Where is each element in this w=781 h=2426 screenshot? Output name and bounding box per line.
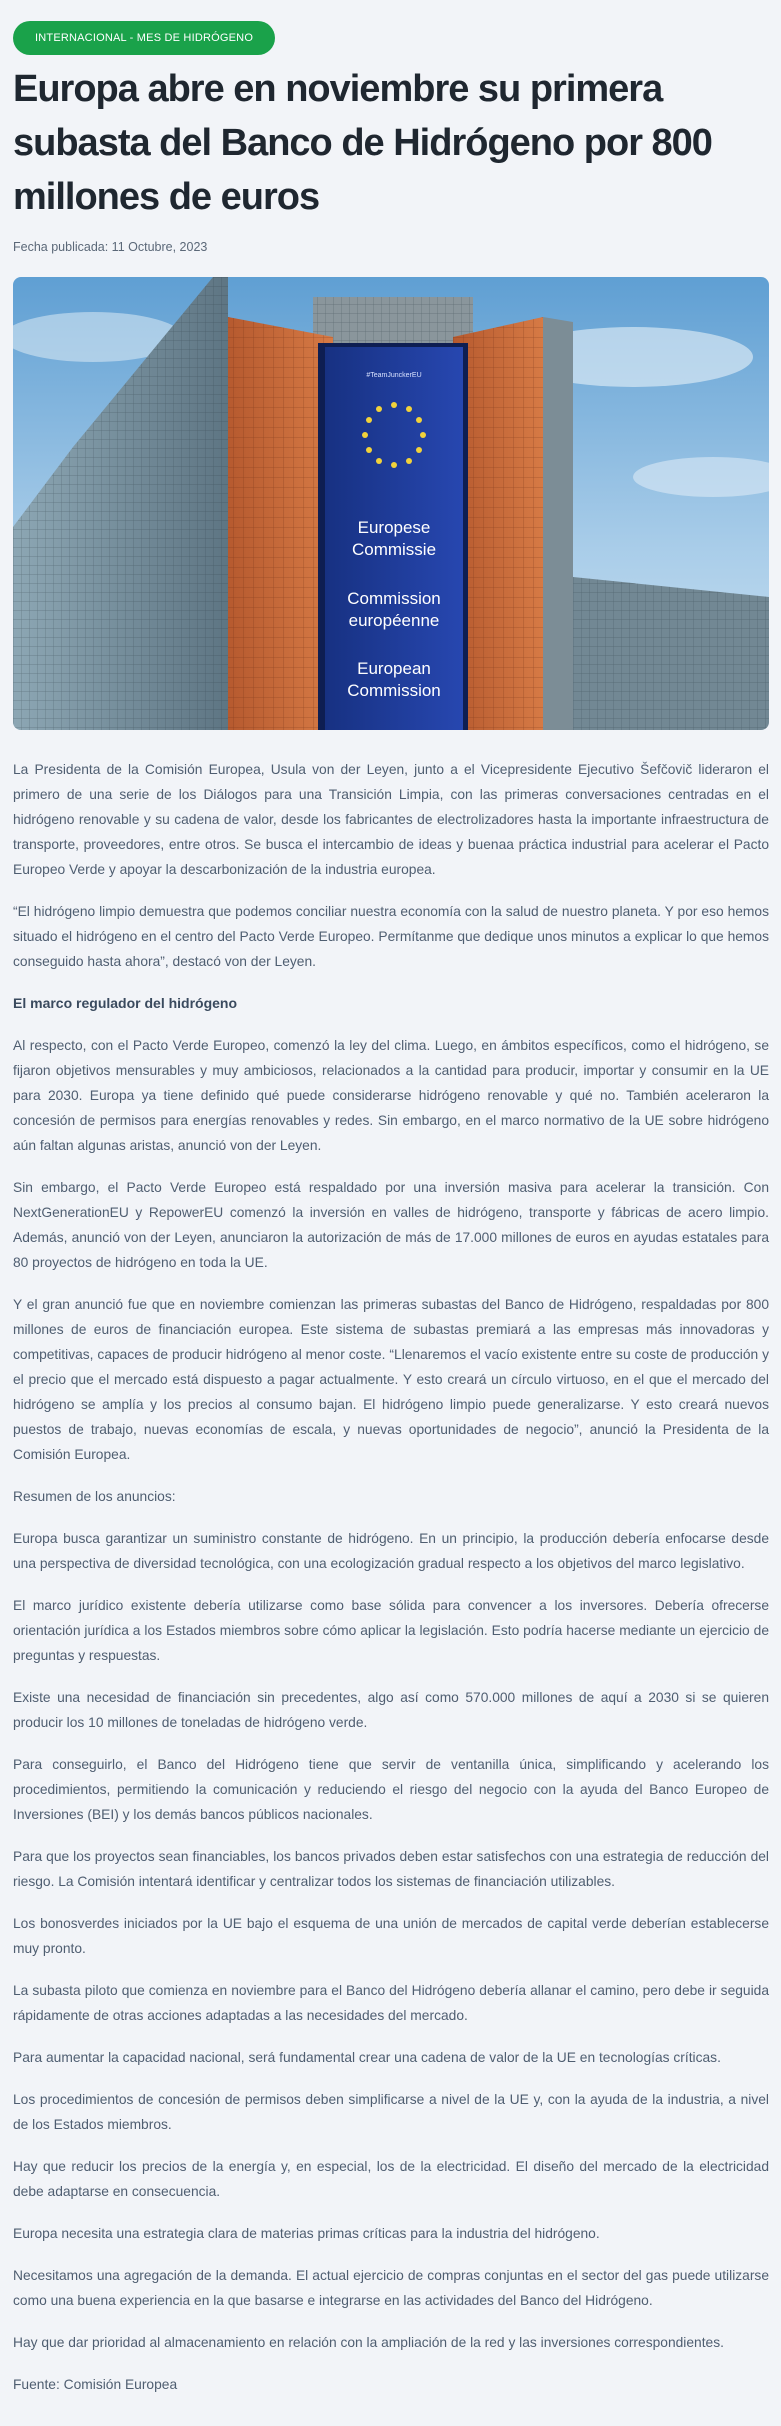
banner-hashtag: #TeamJunckerEU: [366, 372, 422, 379]
category-badge[interactable]: INTERNACIONAL - MES DE HIDRÓGENO: [13, 21, 275, 55]
paragraph: La Presidenta de la Comisión Europea, Usula von der Leyen, junto a el Vicepresidente Ejecutivo Šefčovič lideraron el primero de una serie de los Diálogos para una Transición Limpia, con las primeras conversaciones centradas en el hidrógeno renovable y su cadena de valor, desde los fabricantes de electrolizadores hasta la importante infraestructura de transporte, proveedores, entre otros. Se busca el intercambio de ideas y buenaa práctica industrial para acelerar el Pacto Europeo Verde y apoyar la descarbonización de la industria europea.: [13, 762, 769, 877]
hero-image: [13, 277, 769, 730]
paragraph: Y el gran anunció fue que en noviembre comienzan las primeras subastas del Banco de Hidrógeno, respaldadas por 800 millones de euros de financiación europea. Este sistema de subastas premiará a las empresas más innovadoras y competitivas, capaces de producir hidrógeno al menor coste. “Llenaremos el vacío existente entre su coste de producción y el precio que el mercado está dispuesto a pagar actualmente. Y esto creará un círculo virtuoso, en el que el mercado del hidrógeno se amplía y los precios al consumo bajan. El hidrógeno limpio puede generalizarse. Y esto creará nuevos puestos de trabajo, nuevas economías de escala, y nuevas oportunidades de negocio”, anunció la Presidenta de la Comisión Europea.: [13, 1297, 769, 1462]
banner-line-1: Europese: [357, 518, 431, 537]
paragraph: Hay que reducir los precios de la energía y, en especial, los de la electricidad. El diseño del mercado de la electricidad debe adaptarse en consecuencia.: [13, 2159, 769, 2199]
paragraph: Hay que dar prioridad al almacenamiento en relación con la ampliación de la red y las inversiones correspondientes.: [13, 2335, 724, 2350]
banner-line-3: Commission: [347, 589, 441, 608]
banner-line-6: Commission: [347, 681, 441, 700]
banner-line-2: Commissie: [351, 540, 437, 559]
paragraph: Para aumentar la capacidad nacional, será fundamental crear una cadena de valor de la UE en tecnologías críticas.: [13, 2050, 721, 2065]
paragraph: Europa necesita una estrategia clara de materias primas críticas para la industria del hidrógeno.: [13, 2226, 600, 2241]
publish-date: Fecha publicada: 11 Octubre, 2023: [13, 240, 208, 254]
source-line: Fuente: Comisión Europea: [13, 2377, 178, 2392]
paragraph: Existe una necesidad de financiación sin precedentes, algo así como 570.000 millones de aquí a 2030 si se quieren producir los 10 millones de toneladas de hidrógeno verde.: [13, 1690, 769, 1730]
paragraph: Europa busca garantizar un suministro constante de hidrógeno. En un principio, la producción debería enfocarse desde una perspectiva de diversidad tecnológica, con una ecologización gradual respecto a los objetivos del marco legislativo.: [13, 1531, 769, 1571]
berlaymont-building-image: [13, 277, 769, 730]
summary-heading: Resumen de los anuncios:: [13, 1489, 176, 1504]
paragraph: Para conseguirlo, el Banco del Hidrógeno tiene que servir de ventanilla única, simplificando y acelerando los procedimientos, permitiendo la comunicación y reduciendo el riesgo del negocio con la ayuda del Banco Europeo de Inversiones (BEI) y los demás bancos públicos nacionales.: [13, 1757, 769, 1822]
paragraph: “El hidrógeno limpio demuestra que podemos conciliar nuestra economía con la salud de nuestro planeta. Y por eso hemos situado el hidrógeno en el centro del Pacto Verde Europeo. Permítanme que dedique unos minutos a explicar lo que hemos conseguido hasta ahora”, destacó von der Leyen.: [13, 904, 769, 969]
banner-line-5: European: [357, 659, 431, 678]
paragraph: Los bonosverdes iniciados por la UE bajo el esquema de una unión de mercados de capital verde deberían establecerse muy pronto.: [13, 1916, 769, 1956]
paragraph: Los procedimientos de concesión de permisos deben simplificarse a nivel de la UE y, con la ayuda de la industria, a nivel de los Estados miembros.: [13, 2092, 769, 2132]
section-heading: El marco regulador del hidrógeno: [13, 995, 238, 1011]
banner-line-4: européenne: [348, 611, 440, 630]
paragraph: Sin embargo, el Pacto Verde Europeo está respaldado por una inversión masiva para acelerar la transición. Con NextGenerationEU y RepowerEU comenzó la inversión en valles de hidrógeno, transporte y fábricas de acero limpio. Además, anunció von der Leyen, anunciaron la autorización de más de 17.000 millones de euros en ayudas estatales para 80 proyectos de hidrógeno en toda la UE.: [13, 1180, 769, 1270]
paragraph: Necesitamos una agregación de la demanda. El actual ejercicio de compras conjuntas en el sector del gas puede utilizarse como una buena experiencia en la que basarse e integrarse en las actividades del Banco del Hidrógeno.: [13, 2268, 769, 2308]
paragraph: El marco jurídico existente debería utilizarse como base sólida para convencer a los inversores. Debería ofrecerse orientación jurídica a los Estados miembros sobre cómo aplicar la legislación. Esto podría hacerse mediante un ejercicio de preguntas y respuestas.: [13, 1598, 769, 1663]
article-body: [13, 757, 769, 2414]
paragraph: La subasta piloto que comienza en noviembre para el Banco del Hidrógeno debería allanar el camino, pero debe ir seguida rápidamente de otras acciones adaptadas a las necesidades del mercado.: [13, 1983, 769, 2023]
paragraph: Al respecto, con el Pacto Verde Europeo, comenzó la ley del clima. Luego, en ámbitos específicos, como el hidrógeno, se fijaron objetivos mensurables y muy ambiciosos, relacionados a la cantidad para producir, importar y consumir en la UE para 2030. Europa ya tiene definido qué puede considerarse hidrógeno renovable y qué no. También aceleraron la concesión de permisos para energías renovables y redes. Sin embargo, en el marco normativo de la UE sobre hidrógeno aún faltan algunas aristas, anunció von der Leyen.: [13, 1038, 769, 1153]
paragraph: Para que los proyectos sean financiables, los bancos privados deben estar satisfechos con una estrategia de reducción del riesgo. La Comisión intentará identificar y centralizar todos los sistemas de financiación utilizables.: [13, 1849, 769, 1889]
article-title: Europa abre en noviembre su primera subasta del Banco de Hidrógeno por 800 millones de euros: [13, 68, 712, 218]
